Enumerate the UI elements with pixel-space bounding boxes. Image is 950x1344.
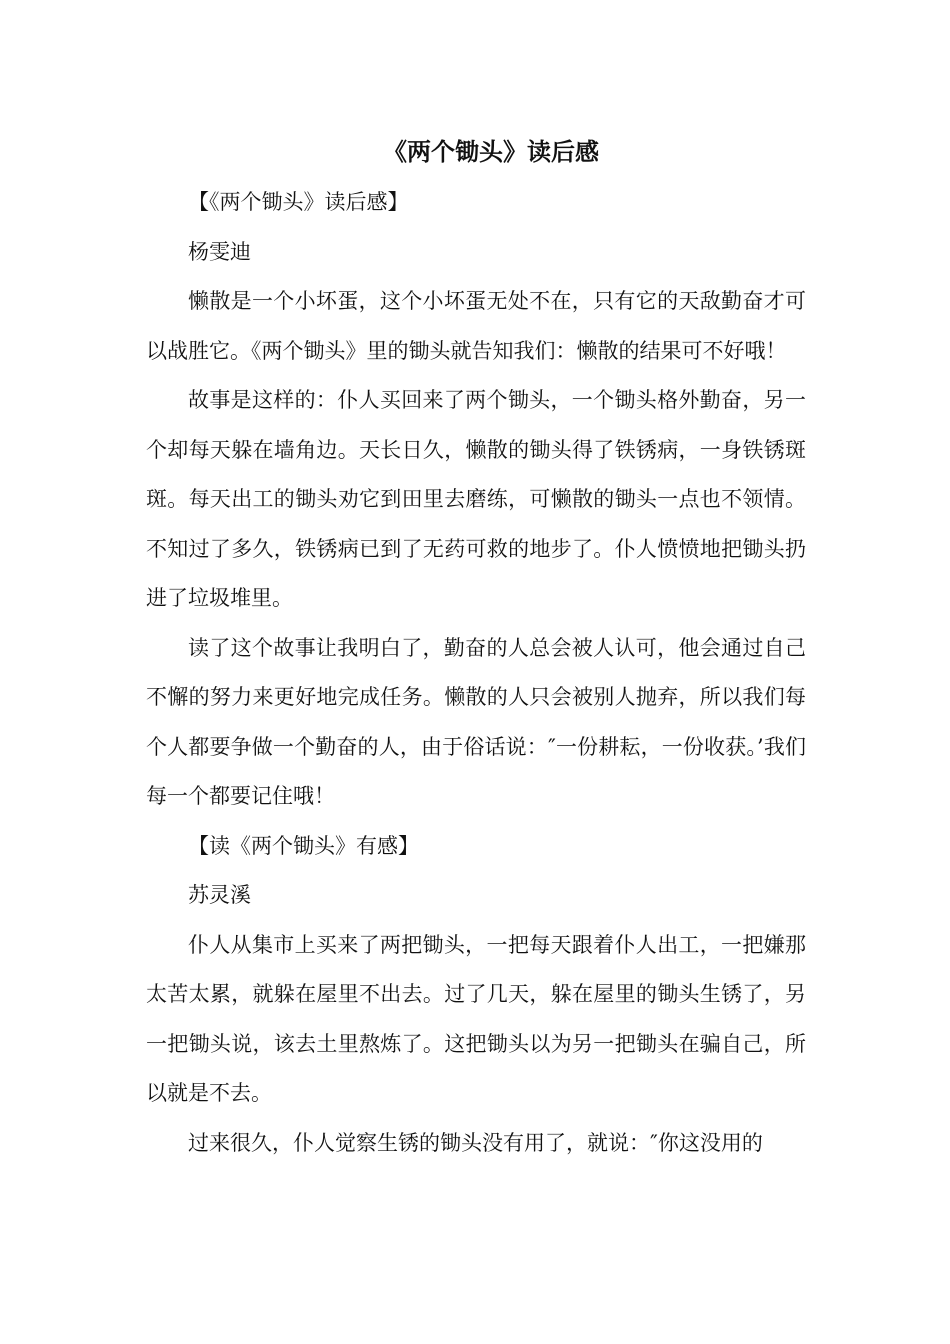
paragraph: 过来很久，仆人觉察生锈的锄头没有用了，就说：″你这没用的 bbox=[188, 1130, 763, 1155]
paragraph: 懒散是一个小坏蛋，这个小坏蛋无处不在，只有它的天敌勤奋才可以战胜它。《两个锄头》里的锄头就告知我们：懒散的结果可不好哦！ bbox=[146, 289, 806, 363]
section-heading-1: 【《两个锄头》读后感】 bbox=[188, 190, 409, 214]
section-heading-2: 【读《两个锄头》有感】 bbox=[188, 833, 419, 858]
document-body bbox=[146, 128, 806, 1168]
author-name-1: 杨雯迪 bbox=[188, 239, 251, 264]
paragraph: 故事是这样的：仆人买回来了两个锄头，一个锄头格外勤奋，另一个却每天躲在墙角边。天长日久，懒散的锄头得了铁锈病，一身铁锈斑斑。每天出工的锄头劝它到田里去磨练，可懒散的锄头一点也不领情。不知过了多久，铁锈病已到了无药可救的地步了。仆人愤愤地把锄头扔进了垃圾堆里。 bbox=[146, 388, 806, 610]
paragraph: 读了这个故事让我明白了，勤奋的人总会被人认可，他会通过自己不懈的努力来更好地完成任务。懒散的人只会被别人抛弃，所以我们每个人都要争做一个勤奋的人，由于俗话说：″一份耕耘，一份收获。’我们每一个都要记住哦！ bbox=[146, 635, 806, 808]
paragraph: 仆人从集市上买来了两把锄头，一把每天跟着仆人出工，一把嫌那太苦太累，就躲在屋里不出去。过了几天，躲在屋里的锄头生锈了，另一把锄头说，该去土里熬炼了。这把锄头以为另一把锄头在骗自己，所以就是不去。 bbox=[146, 932, 806, 1105]
document-title: 《两个锄头》读后感 bbox=[383, 138, 599, 166]
author-name-2: 苏灵溪 bbox=[188, 883, 251, 907]
